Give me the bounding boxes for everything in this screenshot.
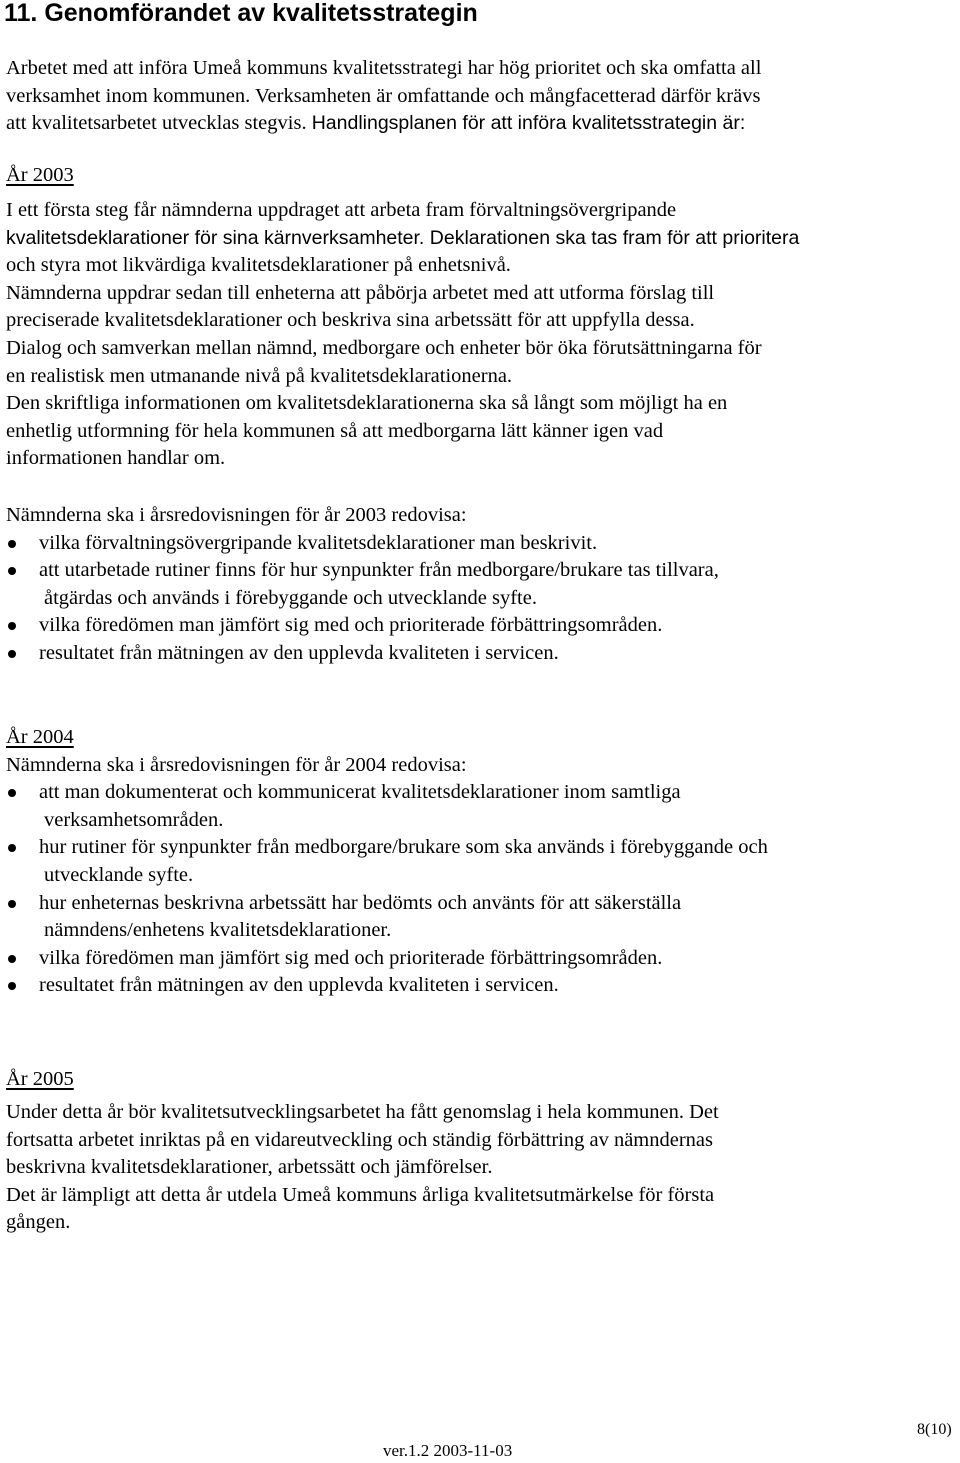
paragraph-line: Nämnderna uppdrar sedan till enheterna att påbörja arbetet med att utforma förslag till xyxy=(6,281,715,304)
intro-line: Arbetet med att införa Umeå kommuns kvalitetsstrategi har hög prioritet och ska omfatta all xyxy=(6,57,762,79)
paragraph-line: preciserade kvalitetsdeklarationer och beskriva sina arbetssätt för att uppfylla dessa. xyxy=(6,309,695,332)
year-2003-section xyxy=(6,162,956,190)
year-2004-section xyxy=(6,724,956,1000)
year-2005-title: År 2005 xyxy=(6,1068,74,1090)
bullet-icon xyxy=(8,890,20,918)
bullet-icon xyxy=(8,557,20,585)
paragraph-line xyxy=(6,225,956,253)
list-item-text: vilka föredömen man jämfört sig med och prioriterade förbättringsområden. xyxy=(39,946,663,969)
list-item xyxy=(6,530,956,558)
paragraph-line: beskrivna kvalitetsdeklarationer, arbetssätt och jämförelser. xyxy=(6,1156,493,1179)
page-number: 8(10) xyxy=(917,1421,952,1438)
paragraph-text: kvalitetsdeklarationer för sina kärnverksamheter. Deklarationen ska tas fram för att prioritera xyxy=(6,226,800,249)
report-intro: Nämnderna ska i årsredovisningen för år 2003 redovisa: xyxy=(6,504,467,526)
year-2003-report xyxy=(6,502,956,668)
list-item-text: verksamhetsområden. xyxy=(44,808,224,831)
bullet-icon xyxy=(8,834,20,862)
list-item xyxy=(6,779,956,834)
list-item-text: resultatet från mätningen av den upplevda kvaliteten i servicen. xyxy=(39,974,559,997)
year-2003-title: År 2003 xyxy=(6,164,74,186)
paragraph-line: fortsatta arbetet inriktas på en vidareutveckling och ständig förbättring av nämndernas xyxy=(6,1128,713,1151)
year-2004-title: År 2004 xyxy=(6,726,74,748)
paragraph-line: Det är lämpligt att detta år utdela Umeå kommuns årliga kvalitetsutmärkelse för första xyxy=(6,1183,715,1206)
list-item-text: utvecklande syfte. xyxy=(44,863,194,886)
list-item-text: vilka förvaltningsövergripande kvalitetsdeklarationer man beskrivit. xyxy=(39,531,598,554)
paragraph-line: gången. xyxy=(6,1211,71,1234)
action-plan-lead: Handlingsplanen för att införa kvalitetsstrategin är: xyxy=(311,112,746,135)
list-item-text: att utarbetade rutiner finns för hur synpunkter från medborgare/brukare tas tillvara, xyxy=(39,559,719,582)
paragraph-line: enhetlig utformning för hela kommunen så att medborgarna lätt känner igen vad xyxy=(6,419,664,442)
year-2005-paragraph xyxy=(6,1099,956,1237)
intro-line xyxy=(6,110,956,138)
bullet-icon xyxy=(8,779,20,807)
list-item-text: resultatet från mätningen av den upplevda kvaliteten i servicen. xyxy=(39,641,559,664)
year-2005-section xyxy=(6,1066,956,1094)
section-heading: 11. Genomförandet av kvalitetsstrategin xyxy=(4,0,478,27)
intro-text: att kvalitetsarbetet utvecklas stegvis. xyxy=(6,112,312,135)
bullet-icon xyxy=(8,640,20,668)
bullet-icon xyxy=(8,945,20,973)
paragraph-line: I ett första steg får nämnderna uppdraget att arbeta fram förvaltningsövergripande xyxy=(6,199,677,221)
paragraph-line: Dialog och samverkan mellan nämnd, medborgare och enheter bör öka förutsättningarna för xyxy=(6,336,762,359)
report-intro: Nämnderna ska i årsredovisningen för år 2004 redovisa: xyxy=(6,753,467,776)
bullet-icon xyxy=(8,530,20,558)
paragraph-line: en realistisk men utmanande nivå på kvalitetsdeklarationerna. xyxy=(6,364,513,387)
intro-line: verksamhet inom kommunen. Verksamheten är omfattande och mångfacetterad därför krävs xyxy=(6,84,761,107)
list-item-text: vilka föredömen man jämfört sig med och prioriterade förbättringsområden. xyxy=(39,614,663,637)
list-item xyxy=(6,972,956,1000)
bullet-icon xyxy=(8,612,20,640)
list-item-text: att man dokumenterat och kommunicerat kvalitetsdeklarationer inom samtliga xyxy=(39,781,681,804)
list-item xyxy=(6,890,956,945)
list-item-text: hur enheternas beskrivna arbetssätt har bedömts och använts för att säkerställa xyxy=(39,891,682,914)
list-item-text: hur rutiner för synpunkter från medborgare/brukare som ska används i förebyggande och xyxy=(39,836,768,859)
paragraph-line: Den skriftliga informationen om kvalitetsdeklarationerna ska så långt som möjligt ha en xyxy=(6,392,728,415)
list-item xyxy=(6,557,956,612)
list-item xyxy=(6,640,956,668)
year-2003-paragraph xyxy=(6,197,956,473)
list-item-text: åtgärdas och används i förebyggande och utvecklande syfte. xyxy=(44,586,537,609)
paragraph-line: och styra mot likvärdiga kvalitetsdeklarationer på enhetsnivå. xyxy=(6,254,511,277)
paragraph-line: informationen handlar om. xyxy=(6,447,226,470)
bullet-icon xyxy=(8,972,20,1000)
intro-paragraph xyxy=(6,55,956,138)
version-label: ver.1.2 2003-11-03 xyxy=(383,1441,513,1460)
paragraph-line: Under detta år bör kvalitetsutvecklingsarbetet ha fått genomslag i hela kommunen. Det xyxy=(6,1101,719,1123)
list-item-text: nämndens/enhetens kvalitetsdeklarationer. xyxy=(44,919,392,942)
list-item xyxy=(6,834,956,889)
list-item xyxy=(6,612,956,640)
list-item xyxy=(6,945,956,973)
